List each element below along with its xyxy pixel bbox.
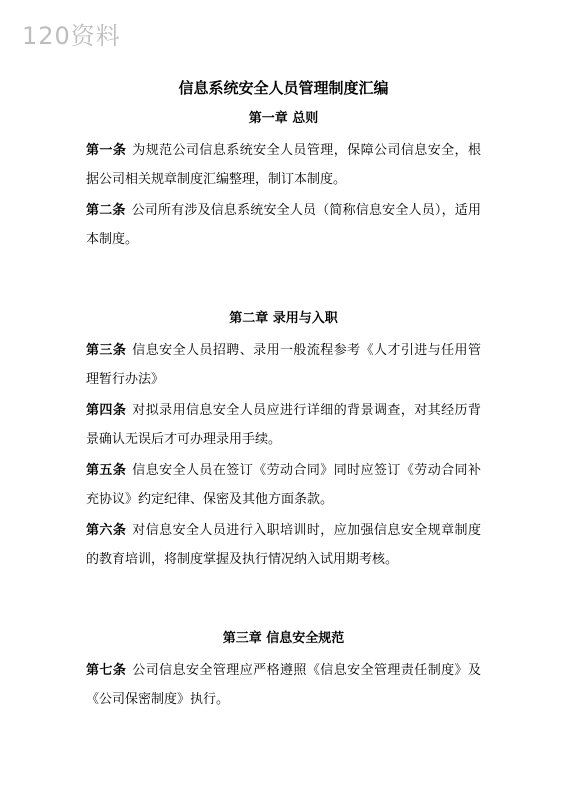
article-number: 第二条 — [86, 203, 126, 218]
article-text: 公司信息安全管理应严格遵照《信息安全管理责任制度》及《公司保密制度》执行。 — [86, 663, 481, 707]
article-5 — [86, 456, 481, 514]
article-1 — [86, 136, 481, 194]
article-text: 对拟录用信息安全人员应进行详细的背景调查，对其经历背景确认无误后才可办理录用手续。 — [86, 403, 481, 447]
article-6 — [86, 516, 481, 574]
document-title: 信息系统安全人员管理制度汇编 — [178, 79, 389, 97]
chapter-heading: 第一章 总则 — [248, 111, 319, 126]
chapter-3 — [86, 628, 481, 714]
article-text: 信息安全人员在签订《劳动合同》同时应签订《劳动合同补充协议》约定纪律、保密及其他方面条款。 — [86, 463, 481, 507]
article-number: 第四条 — [86, 403, 127, 418]
chapter-heading: 第三章 信息安全规范 — [222, 631, 345, 646]
article-3 — [86, 336, 481, 394]
article-text: 公司所有涉及信息系统安全人员（简称信息安全人员），适用本制度。 — [86, 203, 481, 247]
article-7 — [86, 656, 481, 714]
chapter-2 — [86, 308, 481, 574]
article-number: 第六条 — [86, 523, 127, 538]
chapter-heading: 第二章 录用与入职 — [229, 311, 338, 326]
watermark-logo: 120资料 — [22, 22, 121, 50]
article-text: 信息安全人员招聘、录用一般流程参考《人才引进与任用管理暂行办法》 — [86, 343, 481, 387]
article-2 — [86, 196, 481, 254]
article-number: 第五条 — [86, 463, 127, 478]
article-text: 为规范公司信息系统安全人员管理，保障公司信息安全，根据公司相关规章制度汇编整理，制订本制度。 — [86, 143, 481, 187]
article-4 — [86, 396, 481, 454]
chapter-1 — [86, 108, 481, 254]
article-text: 对信息安全人员进行入职培训时，应加强信息安全规章制度的教育培训，将制度掌握及执行情况纳入试用期考核。 — [86, 523, 481, 567]
article-number: 第一条 — [86, 143, 127, 158]
article-number: 第三条 — [86, 343, 127, 358]
document-body — [86, 76, 481, 716]
article-number: 第七条 — [86, 663, 127, 678]
